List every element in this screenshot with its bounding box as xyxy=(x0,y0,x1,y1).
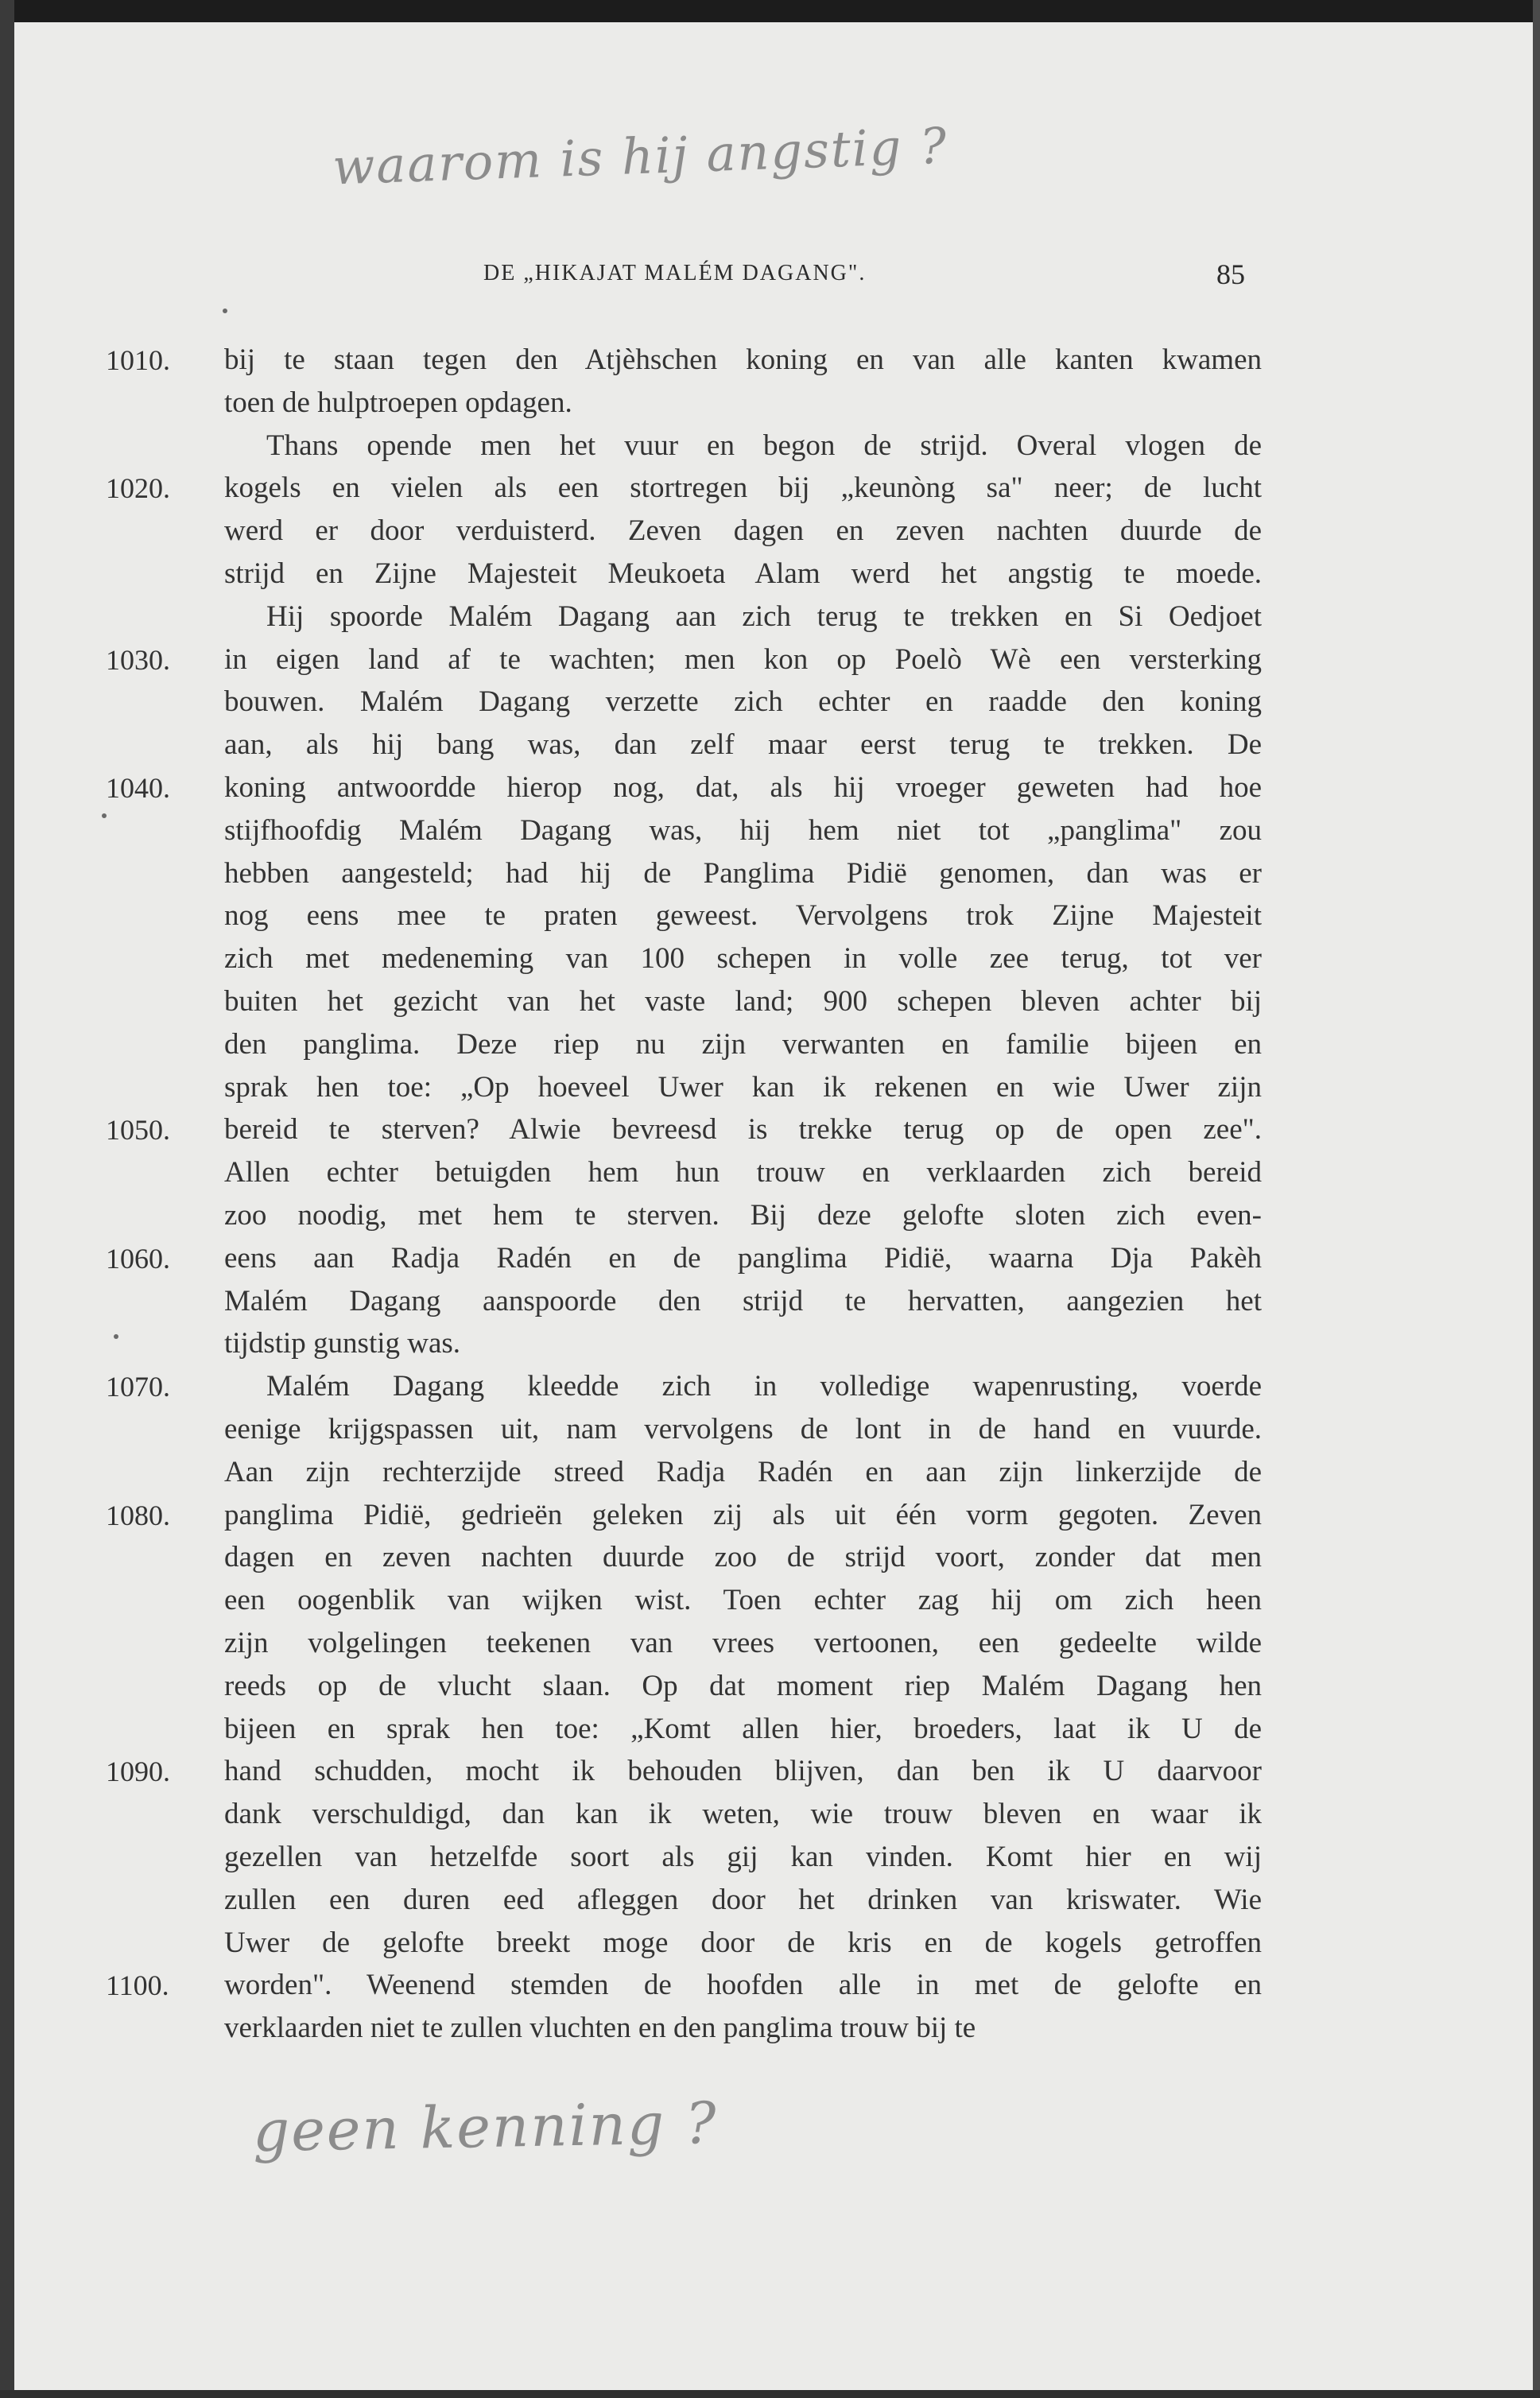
text-line: zoo noodig, met hem te sterven. Bij deze gelofte sloten zich even- xyxy=(224,1199,1262,1232)
text-line: Malém Dagang aanspoorde den strijd te hervatten, aangezien het xyxy=(224,1284,1262,1317)
text-line: den panglima. Deze riep nu zijn verwanten en familie bijeen en xyxy=(224,1027,1262,1061)
line-number: 1060. xyxy=(106,1242,170,1275)
text-line: kogels en vielen als een stortregen bij „keunòng sa" neer; de lucht xyxy=(224,471,1262,505)
text-line: nog eens mee te praten geweest. Vervolgens trok Zijne Majesteit xyxy=(224,899,1262,933)
speck-mark xyxy=(114,1334,118,1339)
scan-left-border xyxy=(0,0,14,2398)
text-line: in eigen land af te wachten; men kon op Poelò Wè een versterking xyxy=(224,642,1262,676)
line-number: 1030. xyxy=(106,643,170,676)
text-line: een oogenblik van wijken wist. Toen echter zag hij om zich heen xyxy=(224,1584,1262,1617)
text-line: aan, als hij bang was, dan zelf maar eerst terug te trekken. De xyxy=(224,728,1262,762)
scan-right-border xyxy=(1533,0,1540,2398)
text-line: Malém Dagang kleedde zich in volledige wapenrusting, voerde xyxy=(266,1370,1262,1403)
line-number: 1050. xyxy=(106,1114,170,1147)
running-title: DE „HIKAJAT MALÉM DAGANG". xyxy=(483,261,867,285)
text-line: Aan zijn rechterzijde streed Radja Radén en aan zijn linkerzijde de xyxy=(224,1455,1262,1488)
text-line: Allen echter betuigden hem hun trouw en verklaarden zich bereid xyxy=(224,1156,1262,1189)
line-number: 1010. xyxy=(106,344,170,376)
text-line: tijdstip gunstig was. xyxy=(224,1327,461,1360)
text-line: hebben aangesteld; had hij de Panglima Pidië genomen, dan was er xyxy=(224,856,1262,890)
line-number: 1020. xyxy=(106,472,170,505)
text-line: gezellen van hetzelfde soort als gij kan vinden. Komt hier en wij xyxy=(224,1841,1262,1873)
text-line: hand schudden, mocht ik behouden blijven, dan ben ik U daarvoor xyxy=(224,1755,1262,1788)
text-line: bijeen en sprak hen toe: „Komt allen hier, broeders, laat ik U de xyxy=(224,1712,1262,1745)
line-number: 1090. xyxy=(106,1756,170,1788)
text-line: verklaarden niet te zullen vluchten en den panglima trouw bij te xyxy=(224,2012,976,2045)
speck-mark xyxy=(102,813,107,818)
text-line: eens aan Radja Radén en de panglima Pidië, waarna Dja Pakèh xyxy=(224,1241,1262,1275)
scan-top-border xyxy=(0,0,1540,22)
text-line: toen de hulptroepen opdagen. xyxy=(224,386,572,419)
text-line: Hij spoorde Malém Dagang aan zich terug te trekken en Si Oedjoet xyxy=(266,600,1262,633)
text-line: stijfhoofdig Malém Dagang was, hij hem niet tot „panglima" zou xyxy=(224,813,1262,847)
text-line: buiten het gezicht van het vaste land; 900 schepen bleven achter bij xyxy=(224,985,1262,1018)
text-line: bouwen. Malém Dagang verzette zich echter en raadde den koning xyxy=(224,685,1262,719)
text-line: strijd en Zijne Majesteit Meukoeta Alam werd het angstig te moede. xyxy=(224,557,1262,590)
text-line: bereid te sterven? Alwie bevreesd is trekke terug op de open zee". xyxy=(224,1113,1262,1147)
line-number: 1080. xyxy=(106,1499,170,1531)
text-line: zullen een duren eed afleggen door het drinken van kriswater. Wie xyxy=(224,1883,1262,1916)
text-line: bij te staan tegen den Atjèhschen koning en van alle kanten kwamen xyxy=(224,343,1262,376)
text-line: zijn volgelingen teekenen van vrees vertoonen, een gedeelte wilde xyxy=(224,1627,1262,1659)
text-line: reeds op de vlucht slaan. Op dat moment riep Malém Dagang hen xyxy=(224,1669,1262,1702)
line-number: 1040. xyxy=(106,772,170,804)
scan-bottom-border xyxy=(0,2390,1540,2398)
text-line: zich met medeneming van 100 schepen in volle zee terug, tot ver xyxy=(224,942,1262,976)
handwritten-note-bottom: geen kenning ? xyxy=(252,2089,719,2165)
line-number: 1100. xyxy=(106,1969,169,2002)
speck-mark xyxy=(223,308,227,313)
text-line: sprak hen toe: „Op hoeveel Uwer kan ik rekenen en wie Uwer zijn xyxy=(224,1070,1262,1104)
text-line: werd er door verduisterd. Zeven dagen en zeven nachten duurde de xyxy=(224,514,1262,548)
text-line: panglima Pidië, gedrieën geleken zij als uit één vorm gegoten. Zeven xyxy=(224,1498,1262,1531)
handwritten-note-top: waarom is hij angstig ? xyxy=(331,116,949,196)
page-number: 85 xyxy=(1216,258,1245,290)
text-line: dagen en zeven nachten duurde zoo de strijd voort, zonder dat men xyxy=(224,1541,1262,1574)
text-line: Uwer de gelofte breekt moge door de kris en de kogels getroffen xyxy=(224,1926,1262,1959)
line-number: 1070. xyxy=(106,1371,170,1403)
text-line: Thans opende men het vuur en begon de strijd. Overal vlogen de xyxy=(266,429,1262,462)
text-line: eenige krijgspassen uit, nam vervolgens de lont in de hand en vuurde. xyxy=(224,1413,1262,1445)
book-page xyxy=(14,22,1533,2390)
text-line: koning antwoordde hierop nog, dat, als hij vroeger geweten had hoe xyxy=(224,771,1262,804)
text-line: worden". Weenend stemden de hoofden alle in met de gelofte en xyxy=(224,1969,1262,2002)
text-line: dank verschuldigd, dan kan ik weten, wie trouw bleven en waar ik xyxy=(224,1798,1262,1831)
